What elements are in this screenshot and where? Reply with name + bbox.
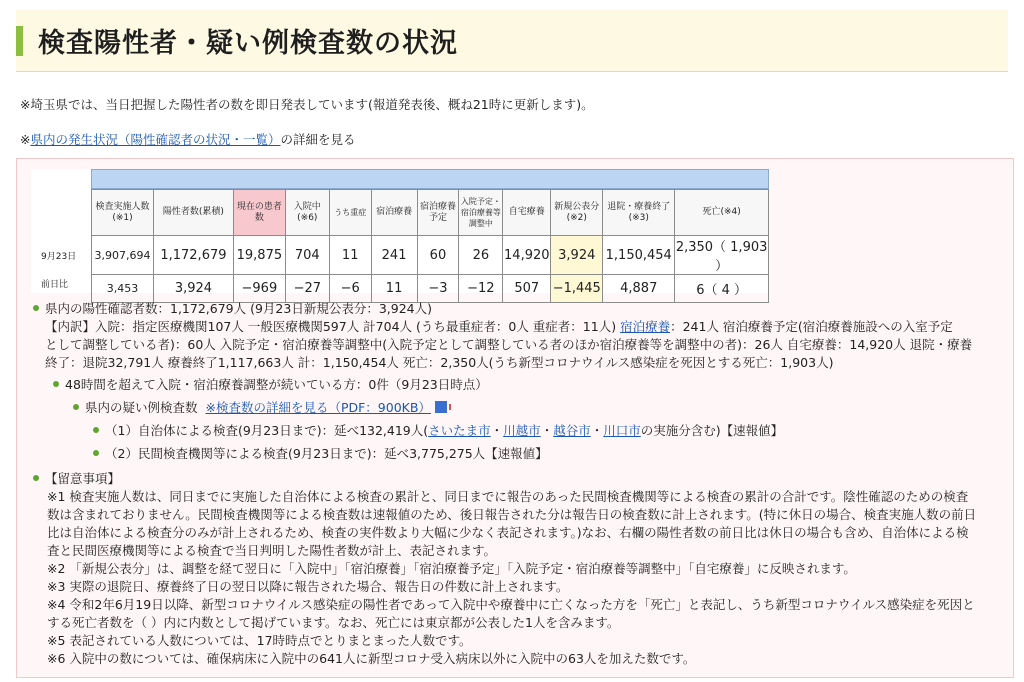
row-label-date: 9月23日 bbox=[41, 252, 77, 262]
pdf-file-icon[interactable] bbox=[435, 401, 447, 413]
cell: 3,924 bbox=[551, 236, 603, 275]
page-title: 検査陽性者・疑い例検査数の状況 bbox=[38, 28, 458, 59]
details-note-suffix: の詳細を見る bbox=[280, 132, 356, 147]
separator: ・ bbox=[590, 423, 604, 438]
cell: −27 bbox=[285, 275, 329, 303]
table-row bbox=[92, 275, 769, 303]
title-bar bbox=[16, 10, 1008, 72]
cell: 1,150,454 bbox=[603, 236, 675, 275]
title-accent bbox=[16, 26, 23, 56]
cell: 3,924 bbox=[153, 275, 233, 303]
header-hotel: 宿泊療養 bbox=[371, 190, 417, 236]
sub-item-adjustment bbox=[53, 376, 488, 394]
cell: 1,172,679 bbox=[153, 236, 233, 275]
status-box bbox=[16, 158, 1014, 678]
sub-item-private bbox=[93, 445, 548, 463]
summary-line1: 県内の陽性確認者数：1,172,679人 (9月23日新規公表分：3,924人) bbox=[45, 301, 432, 316]
bullet-icon bbox=[93, 450, 99, 456]
cell: 241 bbox=[371, 236, 417, 275]
cell: 2,350（ 1,903 ） bbox=[675, 236, 769, 275]
note-line: 比は自治体による検査分のみが計上されるため、検査の実件数より大幅に少なく表記されます。)なお、右欄の陽性者数の前日比は休日の場合も含め、自治体による検 bbox=[47, 525, 969, 540]
test-details-pdf-link[interactable]: ※検査数の詳細を見る（PDF：900KB） bbox=[205, 400, 431, 415]
table-row bbox=[92, 236, 769, 275]
separator: ・ bbox=[540, 423, 554, 438]
bullet-icon bbox=[93, 427, 99, 433]
sub-item-tests bbox=[73, 399, 447, 417]
cell: 60 bbox=[417, 236, 459, 275]
cell: 26 bbox=[459, 236, 503, 275]
bullet-icon bbox=[33, 305, 39, 311]
note-line: 数は含まれておりません。民間検査機関等による検査数は速報値のため、後日報告された分は報告日の検査数に計上されます。(特に休日の場合、検査実施人数の前日 bbox=[47, 507, 977, 522]
bullet-icon bbox=[73, 404, 79, 410]
stats-table bbox=[91, 189, 769, 303]
cell: −1,445 bbox=[551, 275, 603, 303]
cell: −969 bbox=[233, 275, 285, 303]
note-line: ※1 検査実施人数は、同日までに実施した自治体による検査の累計と、同日までに報告のあった民間検査機関等による検査の累計の合計です。陰性確認のための検査 bbox=[47, 489, 969, 504]
cell: 704 bbox=[285, 236, 329, 275]
note-line: ※5 表記されている人数については、17時時点でとりまとまった人数です。 bbox=[47, 633, 472, 648]
case-list-link[interactable]: 県内の発生状況（陽性確認者の状況・一覧） bbox=[30, 132, 281, 147]
kawaguchi-city-link[interactable]: 川口市 bbox=[603, 423, 641, 438]
header-severe: うち重症 bbox=[329, 190, 371, 236]
cell: 6（ 4 ） bbox=[675, 275, 769, 303]
adjustment-text: 48時間を超えて入院・宿泊療養調整が続いている方：0件（9月23日時点） bbox=[65, 377, 488, 392]
notes-heading-item bbox=[33, 470, 120, 488]
private-text: （2）民間検査機関等による検査(9月23日まで)：延べ3,775,275人【速報値】 bbox=[105, 446, 548, 461]
header-tests: 検査実施人数(※1) bbox=[92, 190, 154, 236]
header-positive: 陽性者数(累積) bbox=[153, 190, 233, 236]
sub-item-municipal bbox=[93, 422, 783, 440]
details-note bbox=[20, 130, 356, 148]
stats-table-image bbox=[31, 169, 769, 298]
cell: 507 bbox=[503, 275, 551, 303]
bullet-icon bbox=[53, 381, 59, 387]
header-deaths: 死亡(※4) bbox=[675, 190, 769, 236]
details-note-prefix: ※ bbox=[20, 132, 31, 147]
cell: 3,453 bbox=[92, 275, 154, 303]
breakdown-line2b: ：241人 宿泊療養予定(宿泊療養施設への入室予定 bbox=[670, 319, 953, 334]
header-adjusting: 入院予定・宿泊療養等調整中 bbox=[459, 190, 503, 236]
tests-text: 県内の疑い例検査数 bbox=[85, 400, 198, 415]
breakdown-line4: 終了：退院32,791人 療養終了1,117,663人 計：1,150,454人 死亡：2,350人(うち新型コロナウイルス感染症を死因とする死亡：1,903人) bbox=[45, 355, 834, 370]
header-new: 新規公表分(※2) bbox=[551, 190, 603, 236]
cell: −12 bbox=[459, 275, 503, 303]
cell: 19,875 bbox=[233, 236, 285, 275]
summary-breakdown bbox=[45, 318, 1005, 372]
hotel-link[interactable]: 宿泊療養 bbox=[620, 319, 671, 334]
cell: 11 bbox=[371, 275, 417, 303]
header-current: 現在の患者数 bbox=[233, 190, 285, 236]
cell: −3 bbox=[417, 275, 459, 303]
cell: 3,907,694 bbox=[92, 236, 154, 275]
breakdown-line2a: 【内訳】入院：指定医療機関107人 一般医療機関597人 計704人 (うち最重症者：0人 重症者：11人) bbox=[45, 319, 617, 334]
saitama-city-link[interactable]: さいたま市 bbox=[428, 423, 491, 438]
cell: −6 bbox=[329, 275, 371, 303]
kawagoe-city-link[interactable]: 川越市 bbox=[503, 423, 541, 438]
note-line: ※6 入院中の数については、確保病床に入院中の641人に新型コロナ受入病床以外に入院中の63人を加えた数です。 bbox=[47, 651, 696, 666]
cell: 14,920 bbox=[503, 236, 551, 275]
municipal-prefix: （1）自治体による検査(9月23日まで)：延べ132,419人( bbox=[105, 423, 429, 438]
separator: ・ bbox=[490, 423, 504, 438]
cell: 11 bbox=[329, 236, 371, 275]
table-top-band bbox=[91, 169, 769, 189]
header-hospital: 入院中(※6) bbox=[285, 190, 329, 236]
notes-heading: 【留意事項】 bbox=[45, 471, 121, 486]
note-line: 査と民間医療機関等による検査で当日判明した陽性者数が計上、表記されます。 bbox=[47, 543, 497, 558]
summary-item bbox=[33, 300, 432, 318]
note-line: ※4 令和2年6月19日以降、新型コロナウイルス感染症の陽性者であって入院中や療養中に亡くなった方を「死亡」と表記し、うち新型コロナウイルス感染症を死因と bbox=[47, 597, 975, 612]
koshigaya-city-link[interactable]: 越谷市 bbox=[553, 423, 591, 438]
header-hotel-planned: 宿泊療養予定 bbox=[417, 190, 459, 236]
note-line: ※2 「新規公表分」は、調整を経て翌日に「入院中」「宿泊療養」「宿泊療養予定」「入院予定・宿泊療養等調整中」「自宅療養」に反映されます。 bbox=[47, 561, 856, 576]
municipal-suffix: の実施分含む)【速報値】 bbox=[640, 423, 784, 438]
notes-list bbox=[47, 488, 1007, 668]
cell: 4,887 bbox=[603, 275, 675, 303]
row-label-diff: 前日比 bbox=[41, 280, 69, 290]
header-home: 自宅療養 bbox=[503, 190, 551, 236]
header-recovered: 退院・療養終了(※3) bbox=[603, 190, 675, 236]
update-note: ※埼玉県では、当日把握した陽性者の数を即日発表しています(報道発表後、概ね21時に更新します)。 bbox=[20, 97, 594, 112]
note-line: する死亡者数を（ ）内に内数として掲げています。なお、死亡には東京都が公表した1人を含みます。 bbox=[47, 615, 620, 630]
note-line: ※3 実際の退院日、療養終了日の翌日以降に報告された場合、報告日の件数に計上されます。 bbox=[47, 579, 569, 594]
bullet-icon bbox=[33, 475, 39, 481]
breakdown-line3: として調整している者)：60人 入院予定・宿泊療養等調整中(入院予定として調整している者のほか宿泊療養等を調整中の者)：26人 自宅療養：14,920人 退院・療養 bbox=[45, 337, 973, 352]
